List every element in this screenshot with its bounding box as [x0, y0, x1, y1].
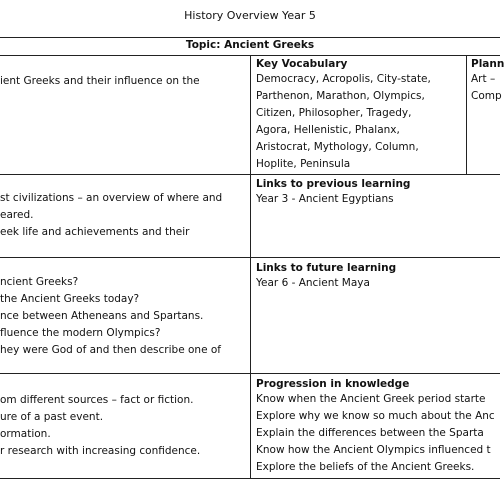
progression-list — [256, 391, 500, 476]
text-line: ure of a past event. — [0, 411, 104, 423]
progression-line: Explain the differences between the Sparta — [256, 427, 484, 439]
vocabulary-line: Hoplite, Peninsula — [256, 158, 351, 170]
progression-line: Know how the Ancient Olympics influenced t — [256, 444, 491, 456]
left-row4-text — [0, 392, 248, 460]
planning-list — [471, 71, 500, 105]
planning-section — [471, 57, 504, 105]
text-line: eek life and achievements and their — [0, 226, 190, 238]
text-line: the Ancient Greeks today? — [0, 293, 140, 305]
planning-heading: Plann — [471, 58, 504, 70]
key-vocabulary-section — [256, 57, 464, 173]
planning-line: Comp — [471, 90, 502, 102]
progression-line: Explore why we know so much about the Anc — [256, 410, 495, 422]
topic-heading: Topic: Ancient Greeks — [185, 39, 315, 51]
previous-learning-section — [256, 177, 500, 208]
text-line: nce between Atheneans and Spartans. — [0, 310, 204, 322]
text-line: ient Greeks and their influence on the — [0, 75, 200, 87]
vocabulary-line: Aristocrat, Mythology, Column, — [256, 141, 419, 153]
text-line: ormation. — [0, 428, 51, 440]
text-line: fluence the modern Olympics? — [0, 327, 161, 339]
previous-learning-item: Year 3 - Ancient Egyptians — [256, 193, 394, 205]
text-line: r research with increasing confidence. — [0, 445, 201, 457]
future-learning-section — [256, 261, 500, 292]
progression-heading: Progression in knowledge — [256, 378, 410, 390]
vocabulary-line: Democracy, Acropolis, City-state, — [256, 73, 431, 85]
previous-learning-heading: Links to previous learning — [256, 178, 411, 190]
future-learning-heading: Links to future learning — [256, 262, 397, 274]
vocabulary-line: Agora, Hellenistic, Phalanx, — [256, 124, 400, 136]
column-divider-right — [466, 55, 467, 175]
text-line: st civilizations – an overview of where and — [0, 192, 223, 204]
vocabulary-line: Citizen, Philosopher, Tragedy, — [256, 107, 412, 119]
progression-section — [256, 377, 500, 476]
text-line: om different sources – fact or fiction. — [0, 394, 194, 406]
column-divider-left — [250, 55, 251, 479]
document-title: History Overview Year 5 — [184, 9, 316, 22]
vocabulary-line: Parthenon, Marathon, Olympics, — [256, 90, 425, 102]
text-line: hey were God of and then describe one of — [0, 344, 221, 356]
key-vocabulary-heading: Key Vocabulary — [256, 58, 348, 70]
left-row1-text — [0, 73, 248, 90]
text-line: ncient Greeks? — [0, 276, 79, 288]
text-line: eared. — [0, 209, 34, 221]
key-vocabulary-list — [256, 71, 464, 173]
progression-line: Know when the Ancient Greek period starte — [256, 393, 486, 405]
future-learning-item: Year 6 - Ancient Maya — [256, 277, 370, 289]
planning-line: Art – — [471, 73, 496, 85]
progression-line: Explore the beliefs of the Ancient Greeks. — [256, 461, 475, 473]
left-row2-text — [0, 190, 248, 241]
left-row3-text — [0, 274, 248, 359]
